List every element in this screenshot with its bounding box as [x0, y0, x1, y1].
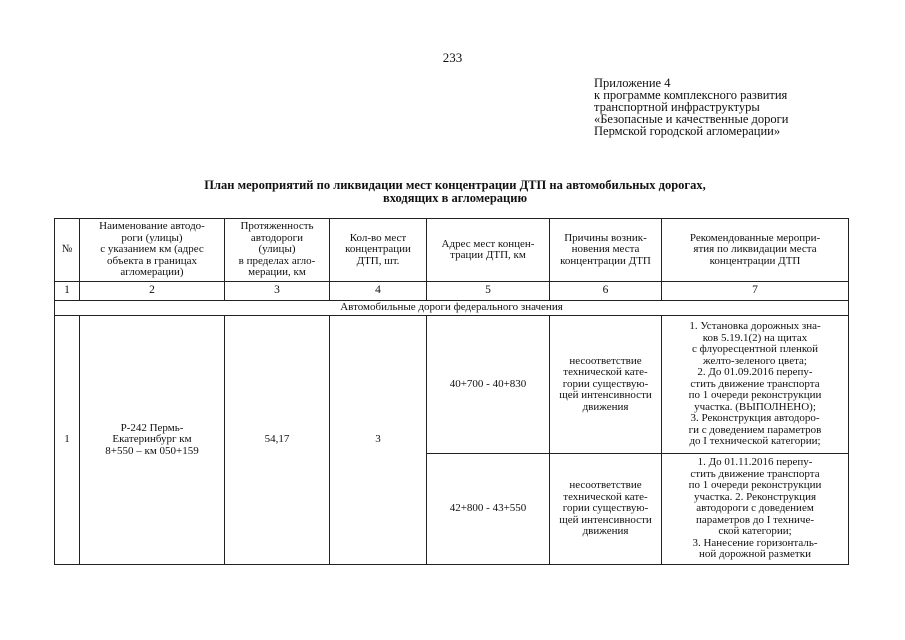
title-line: План мероприятий по ликвидации мест концентрации ДТП на автомобильных дорогах,: [204, 178, 706, 192]
document-title: [60, 179, 850, 205]
col-number: 6: [550, 282, 662, 301]
header-length: Протяженность автодороги (улицы) в пределах агло- мерации, км: [225, 219, 330, 282]
appendix-line: Приложение 4: [594, 76, 671, 90]
appendix-note: [594, 77, 788, 137]
col-number: 7: [662, 282, 849, 301]
appendix-line: Пермской городской агломерации»: [594, 124, 781, 138]
col-number: 3: [225, 282, 330, 301]
location-count: 3: [330, 316, 427, 565]
location-measures: 1. Установка дорожных зна- ков 5.19.1(2) на щитах с флуоресцентной пленкой желто-зеленого цвета; 2. До 01.09.2016 перепу- стить движение транспорта по 1 очереди реконструкции участка. (ВЫПОЛНЕНО); 3. Реконструкция автодоро- ги с доведением параметров до I технической категории;: [662, 316, 849, 454]
table-row: [55, 316, 849, 454]
col-number: 2: [80, 282, 225, 301]
header-road: Наименование автодо- роги (улицы) с указанием км (адрес объекта в границах агломерации): [80, 219, 225, 282]
location-address: 42+800 - 43+550: [427, 454, 550, 565]
plan-table: [54, 218, 849, 565]
title-line: входящих в агломерацию: [382, 191, 528, 205]
header-address: Адрес мест концен- трации ДТП, км: [427, 219, 550, 282]
appendix-line: «Безопасные и качественные дороги: [594, 112, 789, 126]
location-address: 40+700 - 40+830: [427, 316, 550, 454]
header-measures: Рекомендованные меропри- ятия по ликвидации места концентрации ДТП: [662, 219, 849, 282]
section-title: Автомобильные дороги федерального значения: [55, 301, 849, 316]
section-row: [55, 301, 849, 316]
header-num: №: [55, 219, 80, 282]
location-cause: несоответствие технической кате- гории существую- щей интенсивности движения: [550, 316, 662, 454]
col-number: 4: [330, 282, 427, 301]
col-number: 5: [427, 282, 550, 301]
appendix-line: транспортной инфраструктуры: [594, 100, 760, 114]
header-count: Кол-во мест концентрации ДТП, шт.: [330, 219, 427, 282]
page-number: 233: [442, 50, 463, 65]
location-cause: несоответствие технической кате- гории существую- щей интенсивности движения: [550, 454, 662, 565]
location-measures: 1. До 01.11.2016 перепу- стить движение транспорта по 1 очереди реконструкции участка. 2. Реконструкция автодороги с доведением параметров до I техниче- ской категории; 3. Нанесение горизонталь- ной дорожной разметки: [662, 454, 849, 565]
header-cause: Причины возник- новения места концентрации ДТП: [550, 219, 662, 282]
column-number-row: [55, 282, 849, 301]
row-number: 1: [55, 316, 80, 565]
road-length: 54,17: [225, 316, 330, 565]
appendix-line: к программе комплексного развития: [594, 88, 788, 102]
road-name: Р-242 Пермь- Екатеринбург км 8+550 – км 050+159: [80, 316, 225, 565]
col-number: 1: [55, 282, 80, 301]
table-header-row: [55, 219, 849, 282]
